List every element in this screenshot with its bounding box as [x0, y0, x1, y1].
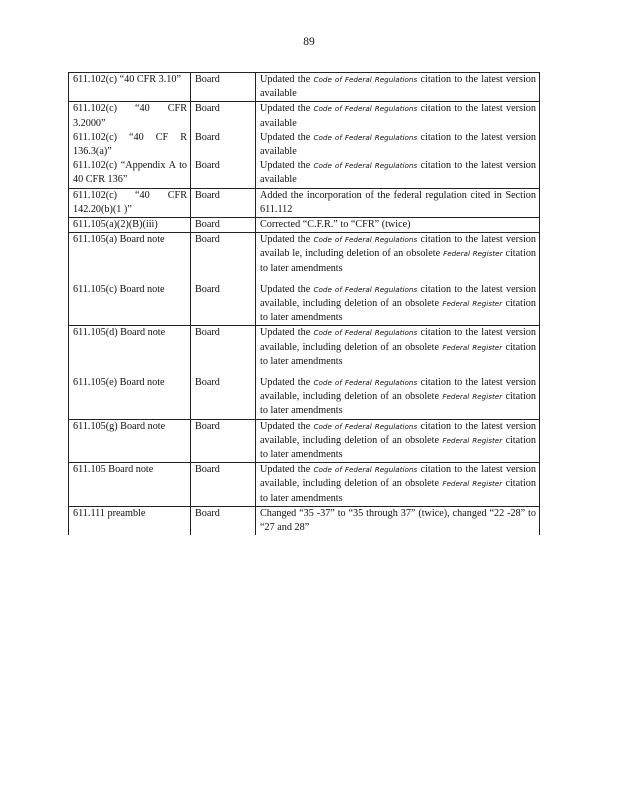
source-text: Board [195, 131, 220, 143]
source-cell [191, 419, 256, 463]
citation-title: Federal Register [442, 299, 503, 309]
table-row [69, 233, 540, 276]
section-cell [69, 73, 191, 102]
description-prefix: Updated the [260, 327, 311, 339]
source-cell [191, 506, 256, 535]
section-cell [69, 463, 191, 507]
description-suffix: citation to the latest version available, including deletion of an obsolete [260, 420, 536, 446]
amendments-table [68, 72, 540, 535]
source-cell [191, 102, 256, 131]
description-suffix: citation to later amendments [260, 248, 537, 274]
description-suffix: citation to the latest version available, including deletion of an obsolete [260, 283, 536, 310]
section-text: 611.102(c) “40 CF R 136.3(a)” [73, 131, 187, 158]
section-cell [69, 276, 191, 326]
source-cell [191, 188, 256, 217]
section-text: 611.111 preamble [73, 507, 146, 519]
description-prefix: Updated the [260, 377, 311, 389]
section-text: 611.102(c) “40 CFR 142.20(b)(1 )” [73, 189, 187, 215]
description-suffix: citation to the latest version available, including deletion of an obsolete [260, 464, 536, 490]
source-text: Board [195, 283, 220, 295]
description-cell [256, 233, 540, 276]
description-prefix: Updated the [260, 420, 311, 432]
section-text: 611.105(e) Board note [73, 377, 165, 389]
citation-title: Code of Federal Regulations [313, 132, 418, 142]
table-row [69, 188, 540, 217]
description-text [260, 420, 536, 463]
table-row [69, 326, 540, 369]
section-text: 611.102(c) “40 CFR 3.10” [73, 74, 181, 85]
source-text: Board [195, 189, 220, 201]
section-cell [69, 369, 191, 419]
source-text: Board [195, 219, 220, 231]
citation-title: Federal Register [442, 342, 503, 352]
description-text [260, 131, 536, 159]
source-cell [191, 276, 256, 326]
citation-title: Federal Register [443, 249, 503, 259]
source-text: Board [195, 377, 220, 389]
description-suffix: citation to later amendments [260, 434, 536, 461]
citation-title: Federal Register [442, 479, 503, 489]
description-suffix: citation to the latest version available [260, 131, 536, 158]
description-suffix: citation to later amendments [260, 478, 536, 504]
source-cell [191, 218, 256, 233]
source-text: Board [195, 74, 220, 85]
section-text: 611.105(a)(2)(B)(iii) [73, 219, 158, 231]
description-prefix: Updated the [260, 74, 311, 85]
description-suffix: citation to later amendments [260, 391, 536, 417]
description-suffix: citation to the latest version availab le, including deletion of an obsolete [260, 234, 536, 260]
citation-title: Code of Federal Regulations [313, 161, 418, 171]
section-text: 611.105(a) Board note [73, 234, 165, 246]
section-cell [69, 102, 191, 131]
citation-title: Federal Register [442, 435, 503, 445]
table-row [69, 506, 540, 535]
table-row [69, 218, 540, 233]
source-text: Board [195, 103, 220, 115]
description-text [260, 73, 536, 101]
citation-title: Code of Federal Regulations [313, 378, 418, 388]
table-row [69, 369, 540, 419]
source-cell [191, 131, 256, 159]
section-text: 611.102(c) “Appendix A to 40 CFR 136” [73, 160, 187, 186]
section-cell [69, 506, 191, 535]
citation-title: Code of Federal Regulations [313, 465, 418, 475]
citation-title: Code of Federal Regulations [313, 284, 418, 294]
citation-title: Code of Federal Regulations [313, 104, 418, 114]
description-prefix: Updated the [260, 160, 311, 172]
description-suffix: citation to the latest version available, including deletion of an obsolete [260, 377, 536, 403]
description-prefix: Updated the [260, 283, 311, 295]
source-cell [191, 326, 256, 369]
description-text [260, 283, 536, 326]
section-cell [69, 131, 191, 159]
section-text: 611.105(d) Board note [73, 327, 166, 339]
table-row [69, 419, 540, 463]
page-number: 89 [303, 36, 315, 48]
description-cell [256, 102, 540, 131]
description-cell [256, 463, 540, 507]
table-row [69, 276, 540, 326]
description-cell [256, 369, 540, 419]
description-cell [256, 506, 540, 535]
citation-title: Federal Register [442, 392, 503, 402]
amendments-table-body [69, 73, 540, 536]
description-suffix: citation to the latest version available [260, 74, 536, 100]
description-text [260, 233, 536, 276]
description-suffix: citation to later amendments [260, 341, 536, 367]
description-cell [256, 276, 540, 326]
section-cell [69, 188, 191, 217]
description-text: Added the incorporation of the federal regulation cited in Section 611.112 [260, 189, 536, 215]
citation-title: Code of Federal Regulations [313, 235, 418, 245]
citation-title: Code of Federal Regulations [313, 421, 418, 431]
description-text: Corrected “C.F.R.” to “CFR” (twice) [260, 219, 411, 231]
source-cell [191, 159, 256, 188]
description-cell [256, 159, 540, 188]
section-text: 611.105(c) Board note [73, 283, 165, 295]
description-cell [256, 218, 540, 233]
section-text: 611.105(g) Board note [73, 420, 166, 432]
description-prefix: Updated the [260, 103, 311, 115]
table-row [69, 463, 540, 507]
description-text [260, 463, 536, 506]
description-suffix: citation to the latest version available, including deletion of an obsolete [260, 327, 536, 353]
source-text: Board [195, 160, 220, 172]
description-prefix: Updated the [260, 234, 311, 246]
description-cell [256, 188, 540, 217]
table-row [69, 73, 540, 102]
description-cell [256, 73, 540, 102]
source-text: Board [195, 464, 220, 476]
description-suffix: citation to the latest version available [260, 103, 536, 129]
description-text [260, 102, 536, 130]
description-text: Changed “35 -37” to “35 through 37” (twice), changed “22 -28” to “27 and 28” [260, 507, 536, 534]
source-text: Board [195, 420, 220, 432]
source-text: Board [195, 234, 220, 246]
description-suffix: citation to the latest version available [260, 160, 536, 186]
description-cell [256, 131, 540, 159]
section-cell [69, 419, 191, 463]
section-cell [69, 159, 191, 188]
description-prefix: Updated the [260, 464, 311, 476]
section-cell [69, 326, 191, 369]
table-row [69, 159, 540, 188]
description-suffix: citation to later amendments [260, 298, 536, 324]
source-cell [191, 233, 256, 276]
section-text: 611.102(c) “40 CFR 3.2000” [73, 103, 187, 129]
citation-title: Code of Federal Regulations [313, 328, 418, 338]
section-cell [69, 233, 191, 276]
table-row [69, 102, 540, 131]
section-text: 611.105 Board note [73, 464, 154, 476]
source-cell [191, 463, 256, 507]
section-cell [69, 218, 191, 233]
source-text: Board [195, 507, 220, 519]
description-text [260, 326, 536, 369]
table-row [69, 131, 540, 159]
description-cell [256, 326, 540, 369]
description-text [260, 159, 536, 187]
source-text: Board [195, 327, 220, 339]
description-prefix: Updated the [260, 131, 311, 143]
citation-title: Code of Federal Regulations [313, 75, 418, 84]
source-cell [191, 73, 256, 102]
description-text [260, 376, 536, 419]
source-cell [191, 369, 256, 419]
description-cell [256, 419, 540, 463]
